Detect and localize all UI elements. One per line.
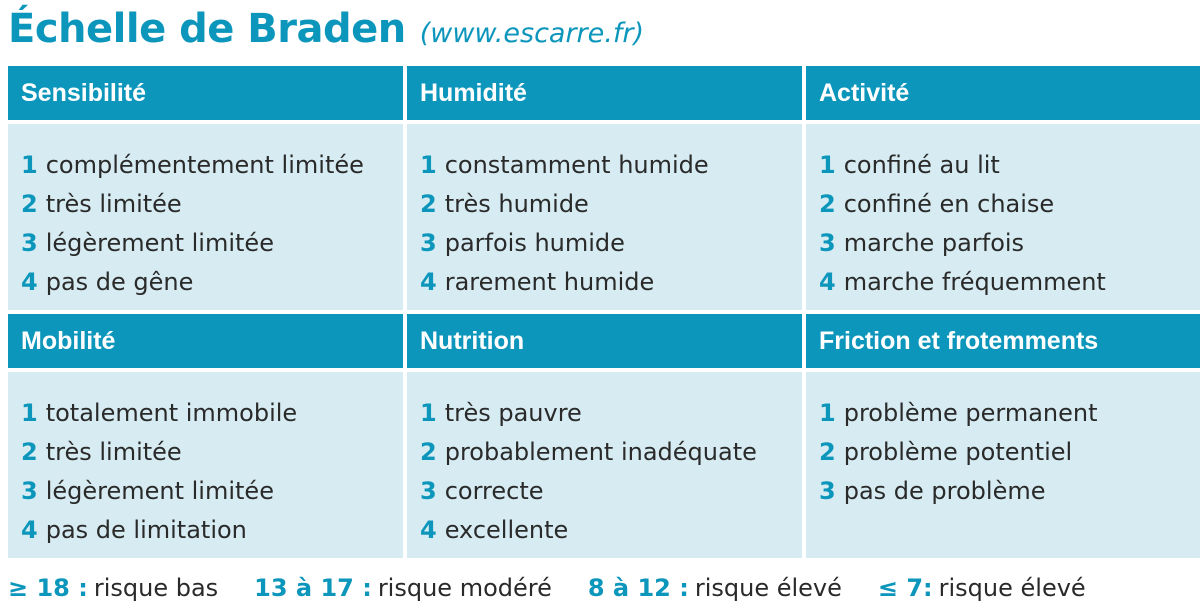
list-item — [819, 146, 1200, 185]
list-item — [819, 433, 1200, 472]
legend-range: 13 à 17 : — [254, 574, 372, 602]
legend-label: risque modéré — [377, 574, 552, 602]
legend-label: risque bas — [93, 574, 219, 602]
score-label: totalement immobile — [45, 399, 298, 427]
header-humidite: Humidité — [407, 66, 802, 120]
score-label: problème potentiel — [843, 438, 1073, 466]
score-label: correcte — [444, 477, 544, 505]
score-number: 2 — [420, 438, 437, 466]
list-item — [21, 185, 403, 224]
score-number: 2 — [21, 438, 38, 466]
braden-scale-table — [8, 66, 1200, 564]
score-label: probablement inadéquate — [444, 438, 757, 466]
score-label: rarement humide — [444, 268, 655, 296]
header-mobilite: Mobilité — [8, 314, 403, 368]
list-item — [819, 263, 1200, 302]
score-number: 2 — [21, 190, 38, 218]
score-label: très limitée — [45, 438, 182, 466]
list-item — [21, 224, 403, 263]
legend-range: ≥ 18 : — [8, 574, 88, 602]
score-number: 2 — [420, 190, 437, 218]
score-number: 2 — [819, 190, 836, 218]
score-label: très limitée — [45, 190, 182, 218]
legend-range: ≤ 7: — [877, 574, 933, 602]
score-number: 1 — [819, 151, 836, 179]
list-item — [420, 472, 802, 511]
list-item — [21, 511, 403, 550]
title-main: Échelle de Braden — [8, 6, 406, 52]
legend-entry-low — [8, 574, 218, 602]
score-number: 1 — [420, 399, 437, 427]
body-activite — [806, 124, 1200, 310]
list-item — [819, 394, 1200, 433]
header-nutrition: Nutrition — [407, 314, 802, 368]
list-item — [420, 185, 802, 224]
legend-entry-high — [588, 574, 842, 602]
header-sensibilite: Sensibilité — [8, 66, 403, 120]
score-label: pas de limitation — [45, 516, 247, 544]
score-number: 1 — [21, 399, 38, 427]
body-humidite — [407, 124, 802, 310]
score-number: 3 — [420, 229, 437, 257]
score-label: pas de problème — [843, 477, 1046, 505]
list-item — [420, 146, 802, 185]
title-source: (www.escarre.fr) — [419, 18, 644, 49]
score-label: légèrement limitée — [45, 229, 274, 257]
score-label: problème permanent — [843, 399, 1098, 427]
score-label: confiné en chaise — [843, 190, 1055, 218]
score-label: légèrement limitée — [45, 477, 274, 505]
risk-legend — [8, 568, 1086, 608]
score-number: 3 — [819, 477, 836, 505]
list-item — [21, 146, 403, 185]
score-label: très pauvre — [444, 399, 582, 427]
score-number: 1 — [21, 151, 38, 179]
list-item — [420, 224, 802, 263]
list-item — [21, 433, 403, 472]
list-item — [420, 263, 802, 302]
score-number: 4 — [420, 516, 437, 544]
body-friction — [806, 372, 1200, 558]
score-number: 2 — [819, 438, 836, 466]
score-number: 1 — [819, 399, 836, 427]
score-label: marche parfois — [843, 229, 1025, 257]
score-label: très humide — [444, 190, 589, 218]
list-item — [420, 394, 802, 433]
list-item — [21, 472, 403, 511]
list-item — [819, 185, 1200, 224]
list-item — [420, 511, 802, 550]
legend-range: 8 à 12 : — [587, 574, 689, 602]
score-label: complémentement limitée — [45, 151, 364, 179]
score-number: 4 — [21, 516, 38, 544]
score-label: excellente — [444, 516, 569, 544]
list-item — [819, 472, 1200, 511]
body-sensibilite — [8, 124, 403, 310]
legend-label: risque élevé — [694, 574, 842, 602]
list-item — [819, 224, 1200, 263]
score-label: parfois humide — [444, 229, 625, 257]
score-label: confiné au lit — [843, 151, 1000, 179]
header-activite: Activité — [806, 66, 1200, 120]
score-label: marche fréquemment — [843, 268, 1106, 296]
page-title — [8, 6, 644, 62]
list-item — [21, 394, 403, 433]
legend-label: risque élevé — [938, 574, 1086, 602]
score-number: 1 — [420, 151, 437, 179]
legend-entry-moderate — [254, 574, 552, 602]
header-friction: Friction et frotemments — [806, 314, 1200, 368]
score-label: constamment humide — [444, 151, 709, 179]
list-item — [21, 263, 403, 302]
body-nutrition — [407, 372, 802, 558]
score-number: 4 — [21, 268, 38, 296]
score-number: 3 — [420, 477, 437, 505]
score-label: pas de gêne — [45, 268, 194, 296]
list-item — [420, 433, 802, 472]
score-number: 4 — [420, 268, 437, 296]
body-mobilite — [8, 372, 403, 558]
score-number: 3 — [21, 229, 38, 257]
score-number: 4 — [819, 268, 836, 296]
score-number: 3 — [819, 229, 836, 257]
legend-entry-very-high — [878, 574, 1086, 602]
score-number: 3 — [21, 477, 38, 505]
